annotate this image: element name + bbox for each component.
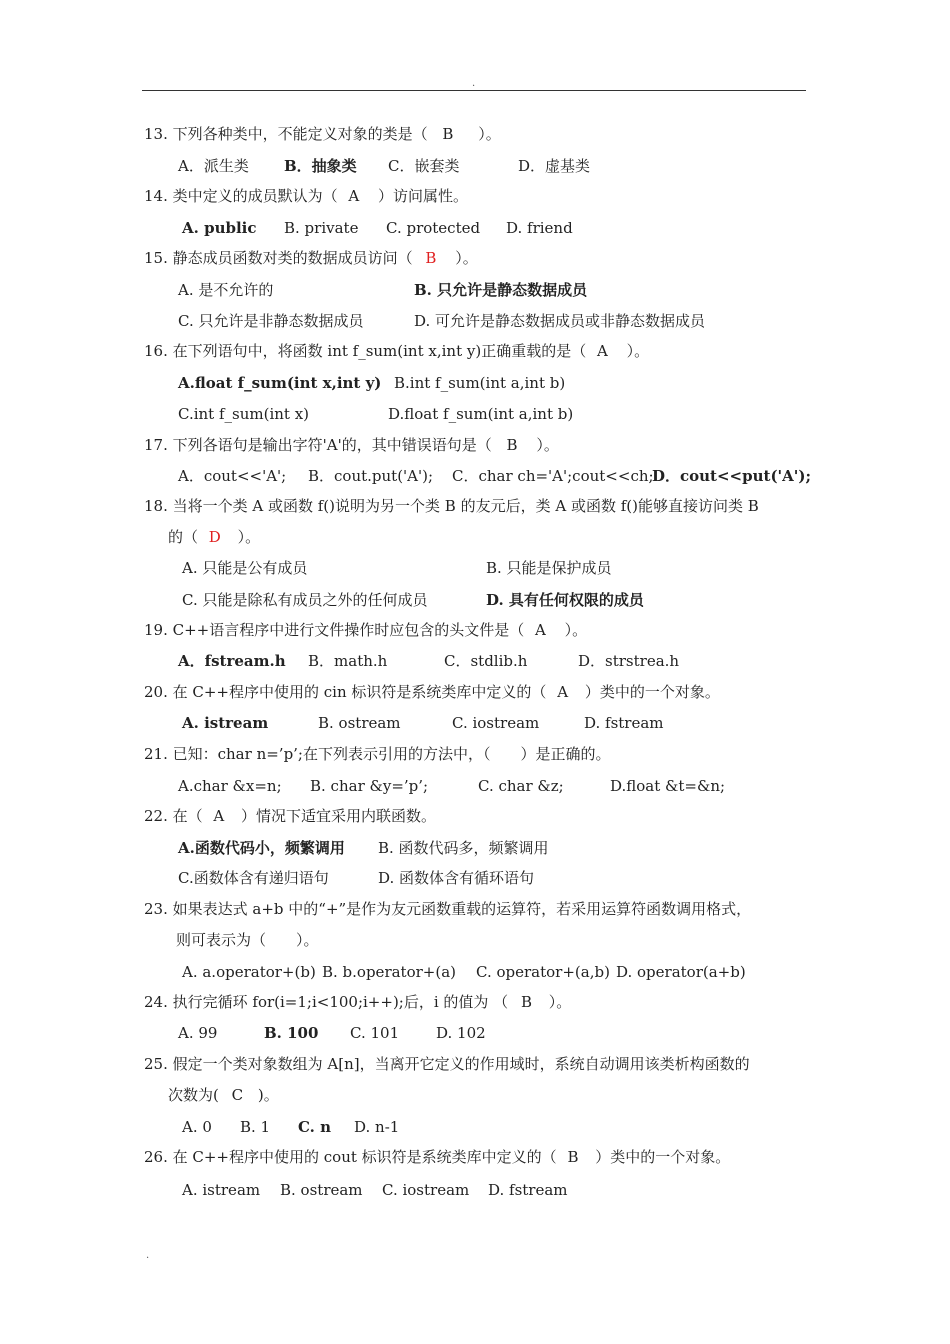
question-15-option-b: B. 只允许是静态数据成员	[414, 281, 588, 299]
question-23-option-a: A. a.operator+(b)	[182, 963, 316, 981]
question-20-stem	[144, 682, 720, 702]
question-21-stem: 21. 已知：char n=’p’;在下列表示引用的方法中，（ ）是正确的。	[144, 745, 611, 763]
question-17-stem	[144, 435, 559, 455]
stem-text: 14. 类中定义的成员默认为（	[144, 187, 338, 205]
question-17-option-d: D．cout<<put('A');	[652, 467, 811, 485]
question-24-option-d: D. 102	[436, 1024, 486, 1042]
answer: A	[348, 187, 360, 205]
question-26-option-c: C. iostream	[382, 1181, 470, 1199]
stem-text: 24. 执行完循环 for(i=1;i<100;i++);后，i 的值为 （	[144, 993, 509, 1011]
answer: A	[535, 621, 546, 639]
question-13-option-b: B．抽象类	[284, 157, 357, 175]
stem-text: ）。	[536, 436, 559, 454]
stem-text: )。	[257, 1086, 279, 1104]
stem-text: ）访问属性。	[378, 187, 469, 205]
header-rule	[142, 90, 806, 91]
answer: A	[557, 683, 569, 701]
stem-text: ）。	[626, 342, 650, 360]
question-15-option-d: D. 可允许是静态数据成员或非静态数据成员	[414, 312, 706, 330]
question-22-option-b: B. 函数代码多，频繁调用	[378, 839, 549, 857]
question-23-option-b: B. b.operator+(a)	[322, 963, 456, 981]
question-14-option-a: A. public	[182, 219, 257, 237]
question-14-option-c: C. protected	[386, 219, 481, 237]
question-20-option-c: C. iostream	[452, 714, 540, 732]
question-26-option-b: B. ostream	[280, 1181, 363, 1199]
question-19-option-d: D．strstrea.h	[578, 652, 680, 670]
answer: C	[231, 1086, 244, 1104]
question-14-stem	[144, 186, 468, 206]
question-15-option-a: A. 是不允许的	[178, 281, 274, 299]
question-23-option-d: D. operator(a+b)	[616, 963, 746, 981]
question-16-stem	[144, 341, 649, 361]
question-14-option-b: B. private	[284, 219, 359, 237]
question-13-option-d: D．虚基类	[518, 157, 591, 175]
stem-text: ）情况下适宜采用内联函数。	[241, 807, 437, 825]
question-18-stem-line1: 18. 当将一个类 A 或函数 f()说明为另一个类 B 的友元后，类 A 或函数 f()能够直接访问类 B	[144, 497, 759, 515]
question-18-option-c: C. 只能是除私有成员之外的任何成员	[182, 591, 428, 609]
question-25-stem-line1: 25. 假定一个类对象数组为 A[n]，当离开它定义的作用域时，系统自动调用该类析构函数的	[144, 1055, 750, 1073]
question-18-option-b: B. 只能是保护成员	[486, 559, 612, 577]
question-21-option-a: A.char &x=n;	[178, 777, 282, 795]
question-14-option-d: D. friend	[506, 219, 573, 237]
question-22-option-c: C.函数体含有递归语句	[178, 869, 329, 887]
question-17-option-a: A．cout<<'A';	[178, 467, 287, 485]
question-22-option-d: D. 函数体含有循环语句	[378, 869, 535, 887]
stem-text: 17. 下列各语句是输出字符'A'的，其中错误语句是（	[144, 436, 492, 454]
question-15-option-c: C. 只允许是非静态数据成员	[178, 312, 364, 330]
answer: B	[442, 125, 454, 143]
stem-text: 次数为(	[168, 1086, 219, 1104]
question-26-option-a: A. istream	[182, 1181, 261, 1199]
answer: D	[208, 528, 221, 546]
question-15-stem	[144, 248, 478, 268]
stem-text: 15. 静态成员函数对类的数据成员访问（	[144, 249, 413, 267]
answer: B	[567, 1148, 579, 1166]
question-21-option-d: D.float &t=&n;	[610, 777, 726, 795]
question-22-stem	[144, 806, 436, 826]
stem-text: ）。	[455, 249, 478, 267]
question-18-option-d: D. 具有任何权限的成员	[486, 591, 644, 609]
question-21-option-b: B. char &y=’p’;	[310, 777, 429, 795]
answer: B	[520, 993, 532, 1011]
question-23-option-c: C. operator+(a,b)	[476, 963, 610, 981]
question-13-option-c: C．嵌套类	[388, 157, 460, 175]
question-18-option-a: A. 只能是公有成员	[182, 559, 308, 577]
question-22-option-a: A.函数代码小，频繁调用	[178, 839, 345, 857]
question-23-stem-line2: 则可表示为（ ）。	[176, 931, 319, 949]
question-17-option-c: C．char ch='A';cout<<ch;	[452, 467, 654, 485]
stem-text: ）。	[478, 125, 501, 143]
question-20-option-d: D. fstream	[584, 714, 664, 732]
question-16-option-d: D.float f_sum(int a,int b)	[388, 405, 574, 423]
stem-text: 16. 在下列语句中，将函数 int f_sum(int x,int y)正确重载的是（	[144, 342, 587, 360]
question-25-option-c: C. n	[298, 1118, 332, 1136]
stem-text: ）类中的一个对象。	[595, 1148, 731, 1166]
question-26-stem	[144, 1147, 730, 1167]
stem-text: 22. 在（	[144, 807, 203, 825]
answer: A	[596, 342, 608, 360]
stem-text: ）。	[237, 528, 261, 546]
question-17-option-b: B．cout.put('A');	[308, 467, 434, 485]
question-19-option-b: B．math.h	[308, 652, 388, 670]
question-20-option-a: A. istream	[182, 714, 269, 732]
stem-text: 19. C++语言程序中进行文件操作时应包含的头文件是（	[144, 621, 525, 639]
stem-text: ）。	[564, 621, 588, 639]
question-18-stem-line2	[168, 527, 260, 547]
question-25-option-a: A. 0	[182, 1118, 212, 1136]
stem-text: 的（	[168, 528, 199, 546]
question-24-stem	[144, 992, 571, 1012]
question-26-option-d: D. fstream	[488, 1181, 568, 1199]
question-25-option-b: B. 1	[240, 1118, 271, 1136]
question-13-stem	[144, 124, 501, 144]
question-24-option-b: B. 100	[264, 1024, 319, 1042]
question-13-option-a: A．派生类	[178, 157, 249, 175]
question-24-option-c: C. 101	[350, 1024, 400, 1042]
question-19-option-a: A．fstream.h	[178, 652, 286, 670]
question-25-option-d: D. n-1	[354, 1118, 400, 1136]
question-16-option-a: A.float f_sum(int x,int y)	[178, 374, 382, 392]
answer: B	[506, 436, 518, 454]
question-24-option-a: A. 99	[178, 1024, 218, 1042]
stem-text: ）。	[548, 993, 572, 1011]
stem-text: 20. 在 C++程序中使用的 cin 标识符是系统类库中定义的（	[144, 683, 547, 701]
stem-text: 13. 下列各种类中，不能定义对象的类是（	[144, 125, 428, 143]
question-19-stem	[144, 620, 587, 640]
answer: A	[213, 807, 225, 825]
question-23-stem-line1: 23. 如果表达式 a+b 中的“+”是作为友元函数重载的运算符，若采用运算符函数调用格式，	[144, 900, 752, 918]
question-21-option-c: C. char &z;	[478, 777, 564, 795]
stem-text: ）类中的一个对象。	[584, 683, 720, 701]
header-mark: .	[472, 78, 476, 89]
question-19-option-c: C．stdlib.h	[444, 652, 528, 670]
answer: B	[425, 249, 437, 267]
stem-text: 26. 在 C++程序中使用的 cout 标识符是系统类库中定义的（	[144, 1148, 557, 1166]
footer-mark: .	[146, 1250, 150, 1261]
question-25-stem-line2	[168, 1085, 279, 1105]
question-20-option-b: B. ostream	[318, 714, 401, 732]
question-16-option-b: B.int f_sum(int a,int b)	[394, 374, 566, 392]
question-16-option-c: C.int f_sum(int x)	[178, 405, 310, 423]
